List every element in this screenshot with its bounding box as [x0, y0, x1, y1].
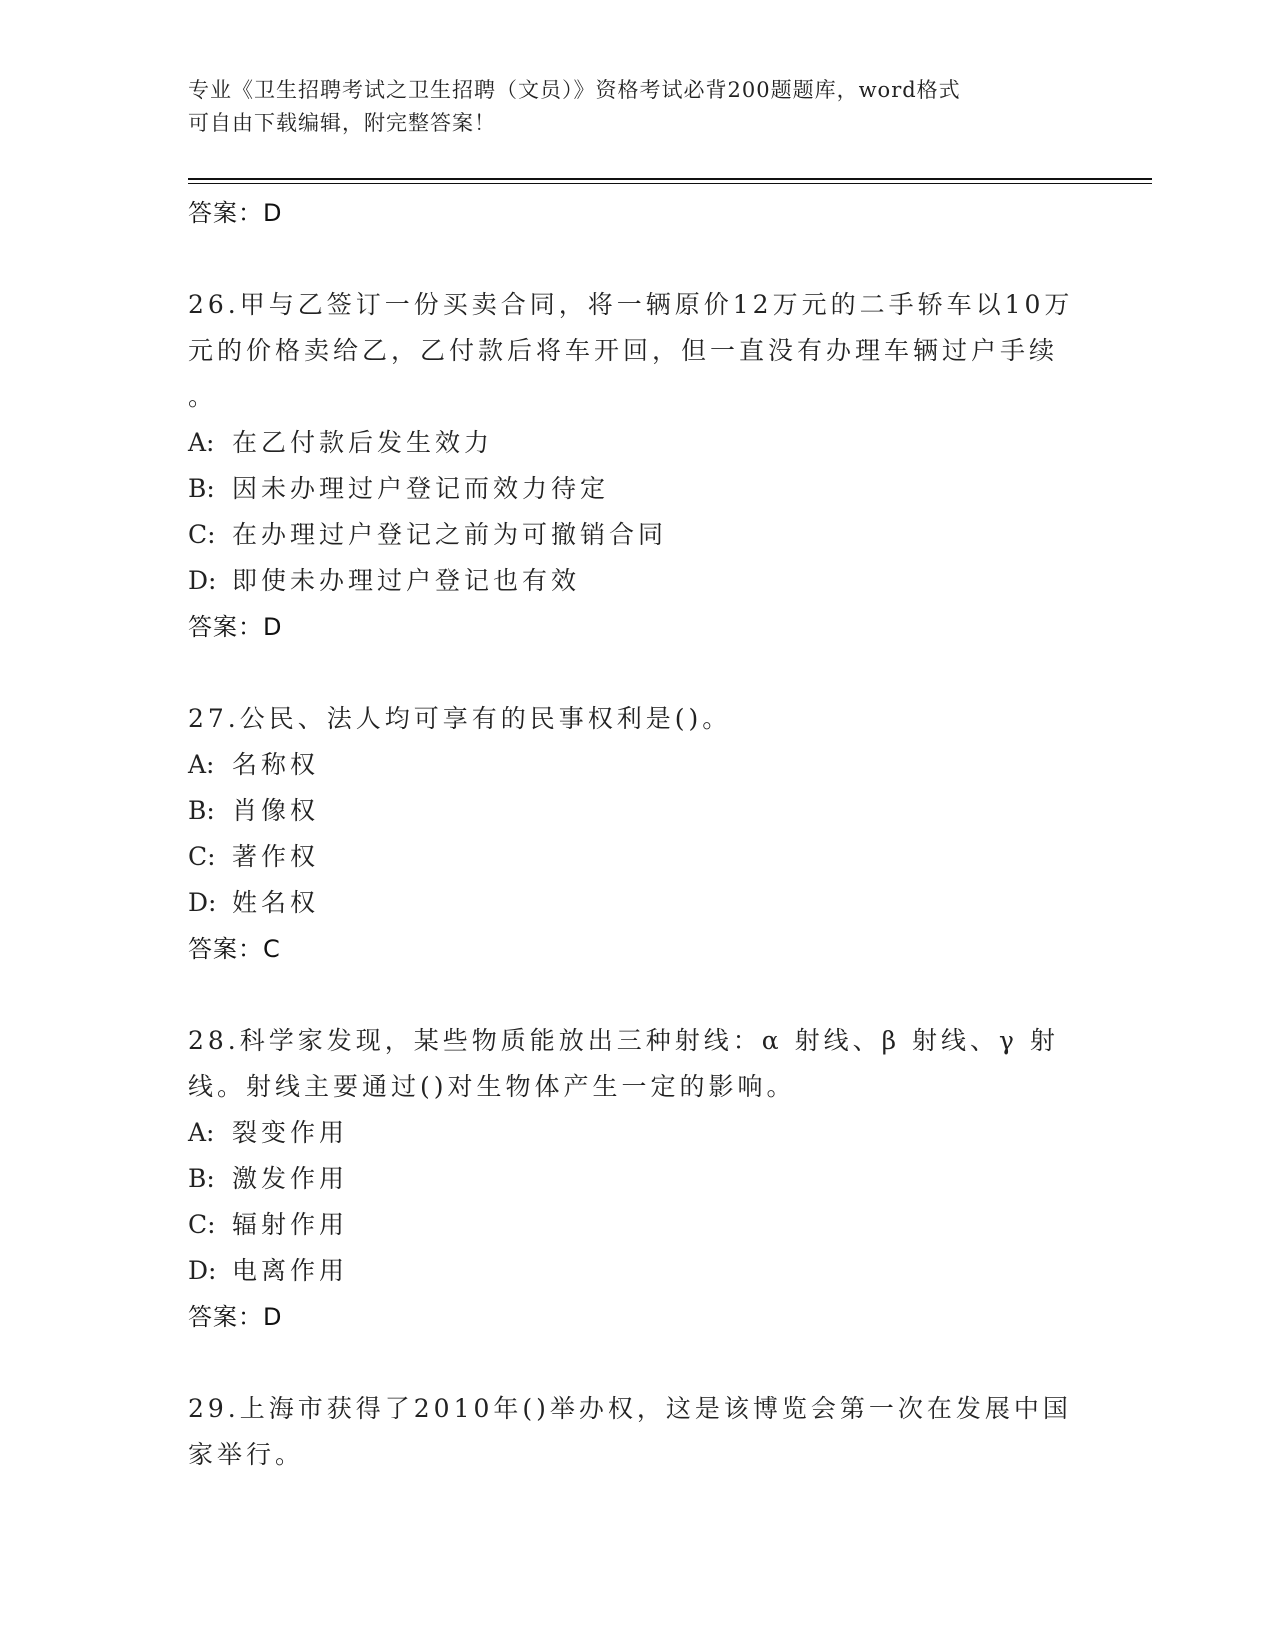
option-key: A: — [188, 1118, 215, 1147]
question-29 — [188, 1386, 1088, 1478]
header-line-2: 可自由下载编辑，附完整答案！ — [188, 111, 496, 135]
option-b — [188, 788, 1088, 834]
option-key: B: — [188, 796, 215, 825]
spacer — [188, 972, 1088, 1018]
spacer — [188, 650, 1088, 696]
option-key: D: — [188, 566, 217, 595]
question-27 — [188, 696, 1088, 972]
header-divider-thick — [188, 178, 1152, 180]
answer-line: 答案：C — [188, 935, 281, 963]
option-text: 即使未办理过户登记也有效 — [232, 566, 581, 595]
document-header — [188, 74, 1068, 140]
option-key: B: — [188, 474, 215, 503]
spacer — [188, 236, 1088, 282]
question-list — [188, 190, 1088, 1478]
header-divider-thin — [188, 183, 1152, 184]
option-text: 在办理过户登记之前为可撤销合同 — [232, 520, 668, 549]
option-text: 名称权 — [232, 750, 320, 779]
question-28 — [188, 1018, 1088, 1340]
question-text-line: 26.甲与乙签订一份买卖合同，将一辆原价12万元的二手轿车以10万 — [188, 290, 1074, 319]
option-d — [188, 1248, 1088, 1294]
option-key: A: — [188, 428, 215, 457]
option-text: 肖像权 — [232, 796, 320, 825]
option-text: 因未办理过户登记而效力待定 — [232, 474, 610, 503]
option-c — [188, 512, 1088, 558]
option-key: C: — [188, 842, 216, 871]
option-d — [188, 880, 1088, 926]
spacer — [188, 1340, 1088, 1386]
question-text-line: 家举行。 — [188, 1440, 305, 1469]
answer-line: 答案：D — [188, 199, 283, 227]
question-26 — [188, 282, 1088, 650]
option-key: B: — [188, 1164, 215, 1193]
option-key: C: — [188, 1210, 216, 1239]
question-text-line: 28.科学家发现，某些物质能放出三种射线：α 射线、β 射线、γ 射 — [188, 1026, 1059, 1055]
option-c — [188, 1202, 1088, 1248]
option-key: C: — [188, 520, 216, 549]
option-text: 裂变作用 — [232, 1118, 349, 1147]
option-a — [188, 420, 1088, 466]
option-d — [188, 558, 1088, 604]
option-key: D: — [188, 888, 217, 917]
option-text: 在乙付款后发生效力 — [232, 428, 494, 457]
option-text: 著作权 — [232, 842, 320, 871]
option-b — [188, 1156, 1088, 1202]
option-key: A: — [188, 750, 215, 779]
question-text-line: 29.上海市获得了2010年()举办权，这是该博览会第一次在发展中国 — [188, 1394, 1072, 1423]
question-text-line: 元的价格卖给乙，乙付款后将车开回，但一直没有办理车辆过户手续 — [188, 336, 1059, 365]
option-text: 姓名权 — [232, 888, 320, 917]
option-key: D: — [188, 1256, 217, 1285]
option-text: 辐射作用 — [232, 1210, 349, 1239]
header-line-1: 专业《卫生招聘考试之卫生招聘（文员）》资格考试必背200题题库，word格式 — [188, 78, 961, 102]
option-text: 激发作用 — [232, 1164, 349, 1193]
option-b — [188, 466, 1088, 512]
answer-line: 答案：D — [188, 613, 283, 641]
option-text: 电离作用 — [232, 1256, 349, 1285]
option-a — [188, 742, 1088, 788]
question-text-line: 。 — [188, 382, 218, 411]
answer-line: 答案：D — [188, 1303, 283, 1331]
option-c — [188, 834, 1088, 880]
option-a — [188, 1110, 1088, 1156]
question-text-line: 27.公民、法人均可享有的民事权利是()。 — [188, 704, 732, 733]
question-text-line: 线。射线主要通过()对生物体产生一定的影响。 — [188, 1072, 796, 1101]
